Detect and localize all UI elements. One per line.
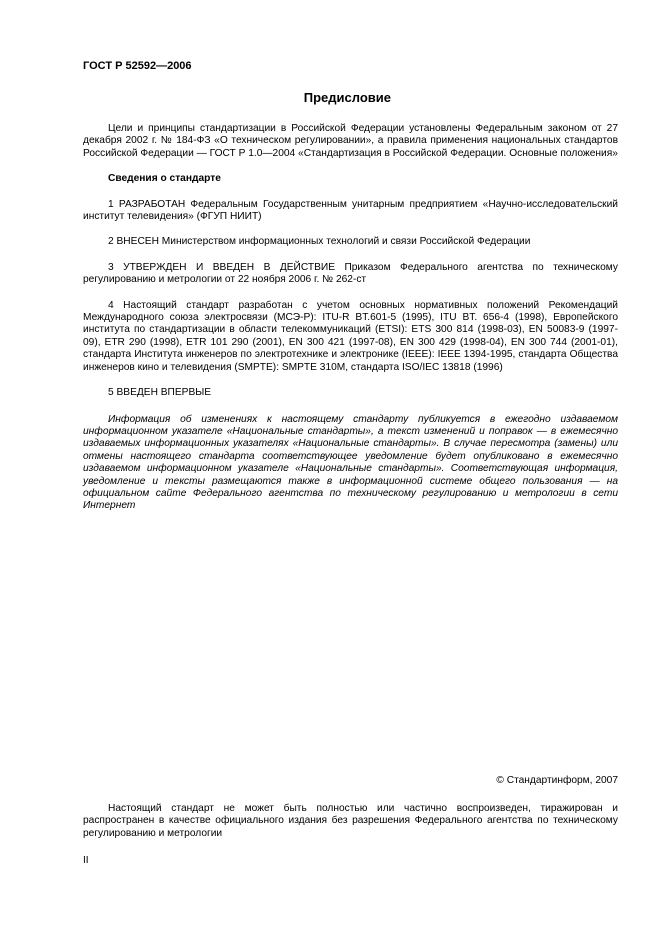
intro-paragraph: Цели и принципы стандартизации в Российской Федерации установлены Федеральным законом от 27 декабря 2002 г. № 184-ФЗ «О техническом регулировании», а правила применения национальных стандартов Российской Федерации — ГОСТ Р 1.0—2004 «Стандартизация в Российской Федерации. Основные положения» [83, 123, 618, 159]
item-1: 1 РАЗРАБОТАН Федеральным Государственным унитарным предприятием «Научно-исследовательский институт телевидения» (ФГУП НИИТ) [83, 198, 618, 223]
item-2: 2 ВНЕСЕН Министерством информационных технологий и связи Российской Федерации [108, 236, 531, 248]
item-5: 5 ВВЕДЕН ВПЕРВЫЕ [108, 387, 212, 399]
page-number: II [83, 855, 89, 866]
document-header: ГОСТ Р 52592—2006 [83, 60, 192, 72]
page-title: Предисловие [303, 90, 391, 105]
item-4: 4 Настоящий стандарт разработан с учетом основных нормативных положений Рекомендаций Международного союза электросвязи (МСЭ-Р): ITU-R BT.601-5 (1995), ITU BT. 656-4 (1998), Европейского института по стандартизации в области телекоммуникаций (ETSI): ETS 300 814 (1998-03), EN 50083-9 (1997-09), ETR 290 (1998), ETR 101 290 (2001), EN 300 421 (1997-08), EN 300 429 (1998-04), EN 300 744 (2001-01), стандарта Института инженеров по электротехнике и электронике (IEEE): IEEE 1394-1995, стандарта Общества инженеров кино и телевидения (SMPTE): SMPTE 310M, стандарта ISO/IEC 13818 (1996) [83, 299, 618, 373]
document-page [83, 60, 618, 526]
footer-notice: Настоящий стандарт не может быть полностью или частично воспроизведен, тиражирован и распространен в качестве официального издания без разрешения Федерального агентства по техническому регулированию и метрологии [83, 803, 618, 839]
item-3: 3 УТВЕРЖДЕН И ВВЕДЕН В ДЕЙСТВИЕ Приказом Федерального агентства по техническому регулированию и метрологии от 22 ноября 2006 г. № 262-ст [83, 261, 618, 286]
section-heading: Сведения о стандарте [108, 173, 221, 185]
copyright-line: © Стандартинформ, 2007 [496, 775, 618, 786]
notice-paragraph: Информация об изменениях к настоящему стандарту публикуется в ежегодно издаваемом информационном указателе «Национальные стандарты», а текст изменений и поправок — в ежемесячно издаваемых информационных указателях «Национальные стандарты». В случае пересмотра (замены) или отмены настоящего стандарта соответствующее уведомление будет опубликовано в ежемесячно издаваемом информационном указателе «Национальные стандарты». Соответствующая информация, уведомление и тексты размещаются также в информационной системе общего пользования — на официальном сайте Федерального агентства по техническому регулированию и метрологии в сети Интернет [83, 413, 618, 512]
